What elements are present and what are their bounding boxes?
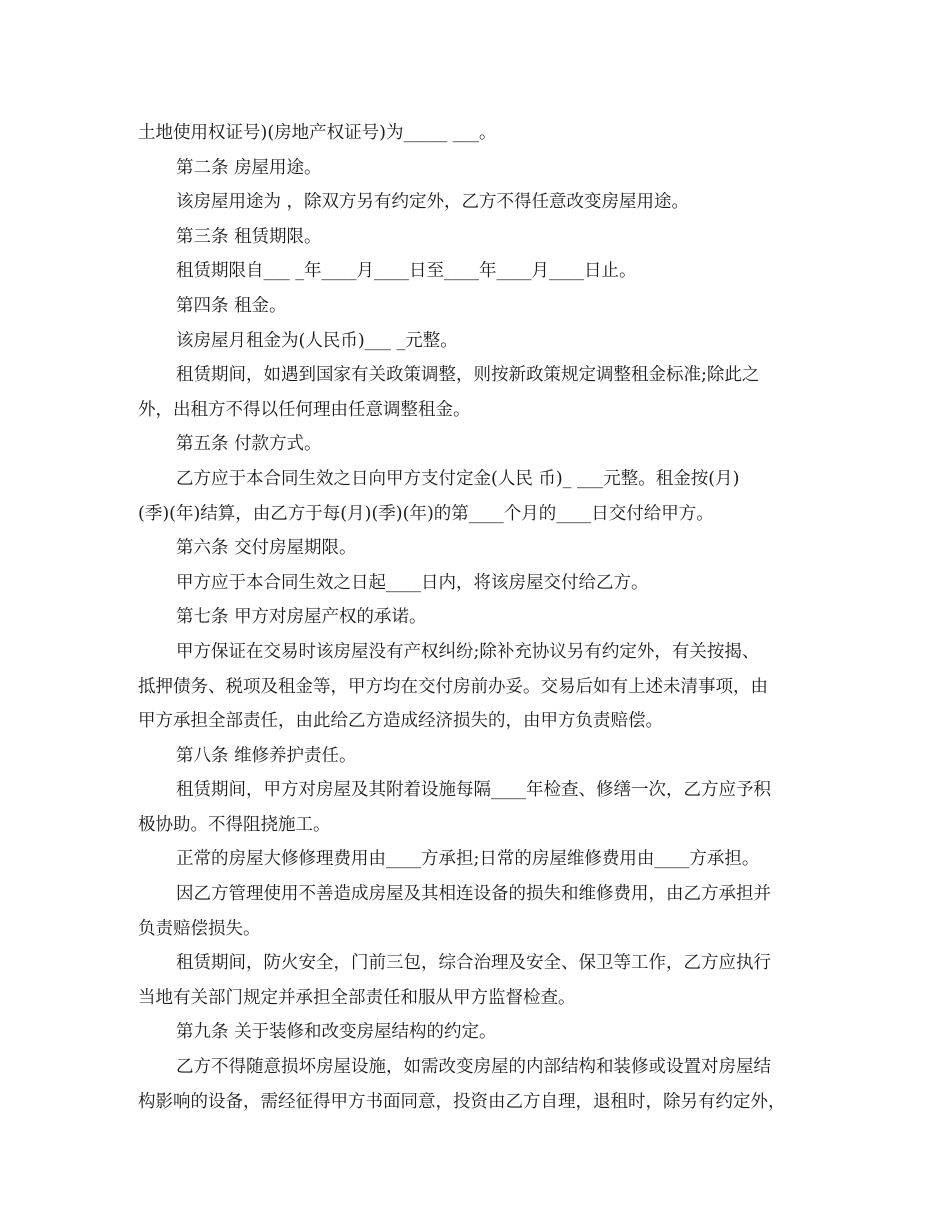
text-line: 甲方承担全部责任，由此给乙方造成经济损失的，由甲方负责赔偿。 — [138, 711, 663, 732]
text-line: 土地使用权证号)(房地产权证号)为_____ ___。 — [138, 123, 497, 143]
article-heading: 第五条 付款方式。 — [176, 434, 322, 455]
article-heading: 第九条 关于装修和改变房屋结构的约定。 — [176, 1022, 497, 1043]
text-line: 外，出租方不得以任何理由任意调整租金。 — [138, 399, 471, 420]
text-line: 该房屋用途为 ，除双方另有约定外，乙方不得任意改变房屋用途。 — [176, 192, 690, 213]
article-heading: 第六条 交付房屋期限。 — [176, 538, 357, 559]
document-body — [138, 116, 818, 1119]
article-heading: 第二条 房屋用途。 — [176, 157, 322, 178]
text-line: 乙方应于本合同生效之日向甲方支付定金(人民 币)_ ___元整。租金按(月) — [176, 468, 740, 489]
article-heading: 第四条 租金。 — [176, 295, 287, 316]
text-line: 租赁期间，如遇到国家有关政策调整，则按新政策规定调整租金标准;除此之 — [176, 365, 760, 386]
article-heading: 第七条 甲方对房屋产权的承诺。 — [176, 607, 427, 628]
text-line: 租赁期间，防火安全，门前三包，综合治理及安全、保卫等工作，乙方应执行 — [176, 953, 771, 974]
text-line: 乙方不得随意损坏房屋设施，如需改变房屋的内部结构和装修或设置对房屋结 — [176, 1057, 771, 1078]
text-line: 负责赔偿损失。 — [138, 918, 261, 939]
text-line: 租赁期限自___ _年____月____日至____年____月____日止。 — [176, 261, 637, 282]
text-line: 因乙方管理使用不善造成房屋及其相连设备的损失和维修费用，由乙方承担并 — [176, 884, 771, 905]
text-line: (季)(年)结算，由乙方于每(月)(季)(年)的第____个月的____日交付给甲方。 — [138, 503, 714, 524]
text-line: 甲方保证在交易时该房屋没有产权纠纷;除补充协议另有约定外，有关按揭、 — [176, 641, 760, 662]
text-line: 当地有关部门规定并承担全部责任和服从甲方监督检查。 — [138, 987, 576, 1008]
text-line: 该房屋月租金为(人民币)___ _元整。 — [176, 330, 458, 351]
text-line: 甲方应于本合同生效之日起____日内，将该房屋交付给乙方。 — [176, 572, 649, 593]
text-line: 抵押债务、税项及租金等，甲方均在交付房前办妥。交易后如有上述未清事项，由 — [138, 676, 768, 697]
text-line: 正常的房屋大修修理费用由____方承担;日常的房屋维修费用由____方承担。 — [176, 849, 760, 870]
article-heading: 第三条 租赁期限。 — [176, 226, 322, 247]
text-line: 租赁期间，甲方对房屋及其附着设施每隔____年检查、修缮一次，乙方应予积 — [176, 780, 771, 801]
text-line: 极协助。不得阻挠施工。 — [138, 814, 331, 835]
text-line: 构影响的设备，需经征得甲方书面同意，投资由乙方自理，退租时，除另有约定外， — [138, 1091, 786, 1112]
article-heading: 第八条 维修养护责任。 — [176, 745, 357, 766]
